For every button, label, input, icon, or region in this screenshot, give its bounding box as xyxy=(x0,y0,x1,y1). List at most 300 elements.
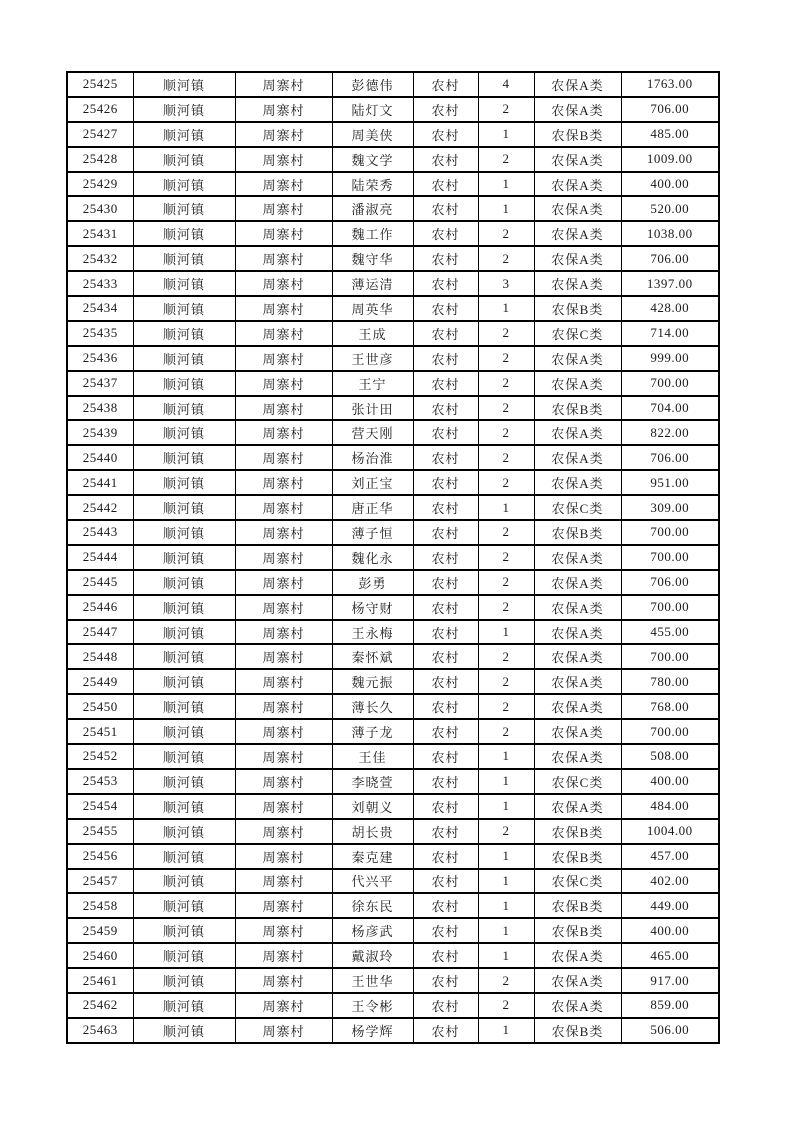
table-row xyxy=(67,570,719,595)
cell-name: 秦克建 xyxy=(332,844,413,869)
cell-residence-type: 农村 xyxy=(413,844,478,869)
cell-person-count: 2 xyxy=(478,595,534,620)
cell-amount: 706.00 xyxy=(621,246,719,271)
cell-residence-type: 农村 xyxy=(413,420,478,445)
table-row xyxy=(67,620,719,645)
cell-residence-type: 农村 xyxy=(413,321,478,346)
table-row xyxy=(67,769,719,794)
cell-amount: 999.00 xyxy=(621,346,719,371)
cell-town: 顺河镇 xyxy=(133,893,235,918)
cell-residence-type: 农村 xyxy=(413,794,478,819)
cell-id: 25432 xyxy=(67,246,133,271)
cell-person-count: 2 xyxy=(478,644,534,669)
cell-town: 顺河镇 xyxy=(133,495,235,520)
cell-person-count: 1 xyxy=(478,844,534,869)
cell-residence-type: 农村 xyxy=(413,620,478,645)
cell-id: 25437 xyxy=(67,371,133,396)
cell-name: 王宁 xyxy=(332,371,413,396)
cell-id: 25446 xyxy=(67,595,133,620)
cell-residence-type: 农村 xyxy=(413,918,478,943)
cell-village: 周寨村 xyxy=(235,694,332,719)
cell-village: 周寨村 xyxy=(235,246,332,271)
cell-amount: 704.00 xyxy=(621,396,719,421)
cell-id: 25451 xyxy=(67,719,133,744)
cell-person-count: 1 xyxy=(478,943,534,968)
cell-person-count: 1 xyxy=(478,794,534,819)
cell-town: 顺河镇 xyxy=(133,595,235,620)
cell-id: 25441 xyxy=(67,470,133,495)
cell-person-count: 1 xyxy=(478,122,534,147)
cell-town: 顺河镇 xyxy=(133,97,235,122)
cell-amount: 1004.00 xyxy=(621,819,719,844)
cell-insurance-category: 农保A类 xyxy=(534,719,621,744)
cell-residence-type: 农村 xyxy=(413,968,478,993)
table-row xyxy=(67,221,719,246)
cell-amount: 951.00 xyxy=(621,470,719,495)
cell-residence-type: 农村 xyxy=(413,470,478,495)
cell-town: 顺河镇 xyxy=(133,669,235,694)
cell-amount: 484.00 xyxy=(621,794,719,819)
table-row xyxy=(67,669,719,694)
cell-id: 25456 xyxy=(67,844,133,869)
cell-village: 周寨村 xyxy=(235,396,332,421)
cell-name: 王成 xyxy=(332,321,413,346)
cell-residence-type: 农村 xyxy=(413,97,478,122)
cell-id: 25436 xyxy=(67,346,133,371)
cell-village: 周寨村 xyxy=(235,1018,332,1043)
cell-amount: 700.00 xyxy=(621,595,719,620)
cell-village: 周寨村 xyxy=(235,470,332,495)
cell-person-count: 2 xyxy=(478,694,534,719)
cell-person-count: 2 xyxy=(478,420,534,445)
cell-name: 徐东民 xyxy=(332,893,413,918)
cell-insurance-category: 农保A类 xyxy=(534,570,621,595)
cell-id: 25449 xyxy=(67,669,133,694)
cell-id: 25434 xyxy=(67,296,133,321)
cell-person-count: 2 xyxy=(478,445,534,470)
table-row xyxy=(67,346,719,371)
cell-town: 顺河镇 xyxy=(133,794,235,819)
cell-person-count: 2 xyxy=(478,545,534,570)
cell-town: 顺河镇 xyxy=(133,420,235,445)
cell-amount: 700.00 xyxy=(621,545,719,570)
cell-town: 顺河镇 xyxy=(133,644,235,669)
cell-town: 顺河镇 xyxy=(133,147,235,172)
cell-residence-type: 农村 xyxy=(413,644,478,669)
cell-insurance-category: 农保A类 xyxy=(534,196,621,221)
cell-name: 薄长久 xyxy=(332,694,413,719)
cell-amount: 706.00 xyxy=(621,445,719,470)
table-row xyxy=(67,819,719,844)
cell-person-count: 1 xyxy=(478,744,534,769)
cell-town: 顺河镇 xyxy=(133,545,235,570)
cell-insurance-category: 农保A类 xyxy=(534,221,621,246)
table-row xyxy=(67,595,719,620)
cell-village: 周寨村 xyxy=(235,993,332,1018)
cell-amount: 700.00 xyxy=(621,371,719,396)
cell-town: 顺河镇 xyxy=(133,196,235,221)
cell-insurance-category: 农保B类 xyxy=(534,844,621,869)
cell-name: 李晓萱 xyxy=(332,769,413,794)
cell-insurance-category: 农保A类 xyxy=(534,669,621,694)
cell-amount: 506.00 xyxy=(621,1018,719,1043)
cell-id: 25443 xyxy=(67,520,133,545)
cell-amount: 780.00 xyxy=(621,669,719,694)
cell-village: 周寨村 xyxy=(235,968,332,993)
cell-insurance-category: 农保A类 xyxy=(534,470,621,495)
cell-amount: 917.00 xyxy=(621,968,719,993)
cell-village: 周寨村 xyxy=(235,520,332,545)
cell-residence-type: 农村 xyxy=(413,719,478,744)
table-row xyxy=(67,545,719,570)
cell-village: 周寨村 xyxy=(235,644,332,669)
cell-amount: 428.00 xyxy=(621,296,719,321)
cell-village: 周寨村 xyxy=(235,869,332,894)
cell-town: 顺河镇 xyxy=(133,719,235,744)
table-row xyxy=(67,396,719,421)
cell-person-count: 1 xyxy=(478,172,534,197)
cell-town: 顺河镇 xyxy=(133,172,235,197)
cell-village: 周寨村 xyxy=(235,420,332,445)
cell-residence-type: 农村 xyxy=(413,296,478,321)
cell-town: 顺河镇 xyxy=(133,520,235,545)
cell-person-count: 4 xyxy=(478,72,534,97)
cell-amount: 400.00 xyxy=(621,918,719,943)
cell-insurance-category: 农保A类 xyxy=(534,172,621,197)
cell-person-count: 1 xyxy=(478,1018,534,1043)
cell-person-count: 2 xyxy=(478,371,534,396)
cell-village: 周寨村 xyxy=(235,346,332,371)
cell-village: 周寨村 xyxy=(235,943,332,968)
cell-amount: 508.00 xyxy=(621,744,719,769)
cell-amount: 822.00 xyxy=(621,420,719,445)
cell-town: 顺河镇 xyxy=(133,769,235,794)
cell-id: 25439 xyxy=(67,420,133,445)
cell-id: 25448 xyxy=(67,644,133,669)
cell-insurance-category: 农保A类 xyxy=(534,694,621,719)
cell-residence-type: 农村 xyxy=(413,869,478,894)
cell-id: 25431 xyxy=(67,221,133,246)
cell-residence-type: 农村 xyxy=(413,943,478,968)
cell-insurance-category: 农保C类 xyxy=(534,321,621,346)
table-row xyxy=(67,968,719,993)
cell-insurance-category: 农保B类 xyxy=(534,819,621,844)
cell-person-count: 2 xyxy=(478,993,534,1018)
cell-insurance-category: 农保A类 xyxy=(534,545,621,570)
cell-person-count: 1 xyxy=(478,918,534,943)
cell-id: 25461 xyxy=(67,968,133,993)
cell-town: 顺河镇 xyxy=(133,445,235,470)
cell-person-count: 2 xyxy=(478,968,534,993)
table-row xyxy=(67,943,719,968)
cell-residence-type: 农村 xyxy=(413,221,478,246)
cell-village: 周寨村 xyxy=(235,371,332,396)
cell-id: 25428 xyxy=(67,147,133,172)
table-body xyxy=(67,72,719,1043)
cell-village: 周寨村 xyxy=(235,296,332,321)
cell-person-count: 1 xyxy=(478,196,534,221)
cell-residence-type: 农村 xyxy=(413,495,478,520)
cell-name: 魏工作 xyxy=(332,221,413,246)
cell-insurance-category: 农保A类 xyxy=(534,97,621,122)
cell-insurance-category: 农保B类 xyxy=(534,893,621,918)
cell-amount: 706.00 xyxy=(621,97,719,122)
cell-id: 25447 xyxy=(67,620,133,645)
table-row xyxy=(67,196,719,221)
cell-village: 周寨村 xyxy=(235,122,332,147)
cell-town: 顺河镇 xyxy=(133,470,235,495)
cell-person-count: 2 xyxy=(478,147,534,172)
table-row xyxy=(67,371,719,396)
cell-id: 25462 xyxy=(67,993,133,1018)
cell-town: 顺河镇 xyxy=(133,346,235,371)
cell-village: 周寨村 xyxy=(235,445,332,470)
cell-insurance-category: 农保B类 xyxy=(534,396,621,421)
cell-id: 25442 xyxy=(67,495,133,520)
cell-person-count: 2 xyxy=(478,470,534,495)
cell-id: 25455 xyxy=(67,819,133,844)
cell-person-count: 2 xyxy=(478,819,534,844)
cell-id: 25425 xyxy=(67,72,133,97)
cell-village: 周寨村 xyxy=(235,844,332,869)
cell-name: 魏文学 xyxy=(332,147,413,172)
cell-name: 刘朝义 xyxy=(332,794,413,819)
cell-amount: 400.00 xyxy=(621,172,719,197)
table-row xyxy=(67,520,719,545)
cell-name: 彭德伟 xyxy=(332,72,413,97)
cell-id: 25452 xyxy=(67,744,133,769)
cell-town: 顺河镇 xyxy=(133,1018,235,1043)
cell-insurance-category: 农保A类 xyxy=(534,644,621,669)
cell-town: 顺河镇 xyxy=(133,296,235,321)
cell-village: 周寨村 xyxy=(235,719,332,744)
cell-town: 顺河镇 xyxy=(133,371,235,396)
cell-amount: 768.00 xyxy=(621,694,719,719)
cell-amount: 1009.00 xyxy=(621,147,719,172)
cell-insurance-category: 农保A类 xyxy=(534,271,621,296)
cell-person-count: 2 xyxy=(478,719,534,744)
cell-town: 顺河镇 xyxy=(133,221,235,246)
cell-name: 杨学辉 xyxy=(332,1018,413,1043)
cell-village: 周寨村 xyxy=(235,794,332,819)
cell-town: 顺河镇 xyxy=(133,271,235,296)
cell-insurance-category: 农保A类 xyxy=(534,371,621,396)
cell-person-count: 2 xyxy=(478,321,534,346)
cell-person-count: 2 xyxy=(478,246,534,271)
cell-amount: 457.00 xyxy=(621,844,719,869)
cell-name: 王世彦 xyxy=(332,346,413,371)
table-row xyxy=(67,296,719,321)
cell-person-count: 2 xyxy=(478,396,534,421)
cell-village: 周寨村 xyxy=(235,172,332,197)
cell-person-count: 1 xyxy=(478,296,534,321)
cell-village: 周寨村 xyxy=(235,545,332,570)
cell-village: 周寨村 xyxy=(235,196,332,221)
cell-village: 周寨村 xyxy=(235,271,332,296)
cell-town: 顺河镇 xyxy=(133,844,235,869)
cell-name: 胡长贵 xyxy=(332,819,413,844)
cell-id: 25459 xyxy=(67,918,133,943)
cell-person-count: 1 xyxy=(478,769,534,794)
cell-village: 周寨村 xyxy=(235,893,332,918)
cell-village: 周寨村 xyxy=(235,570,332,595)
cell-insurance-category: 农保A类 xyxy=(534,346,621,371)
table-row xyxy=(67,694,719,719)
cell-insurance-category: 农保A类 xyxy=(534,445,621,470)
cell-town: 顺河镇 xyxy=(133,122,235,147)
cell-residence-type: 农村 xyxy=(413,371,478,396)
cell-person-count: 2 xyxy=(478,221,534,246)
table-row xyxy=(67,644,719,669)
cell-name: 刘正宝 xyxy=(332,470,413,495)
cell-name: 薄子恒 xyxy=(332,520,413,545)
cell-insurance-category: 农保A类 xyxy=(534,595,621,620)
table-row xyxy=(67,844,719,869)
cell-amount: 402.00 xyxy=(621,869,719,894)
cell-person-count: 2 xyxy=(478,97,534,122)
cell-amount: 449.00 xyxy=(621,893,719,918)
cell-name: 彭勇 xyxy=(332,570,413,595)
cell-id: 25453 xyxy=(67,769,133,794)
cell-village: 周寨村 xyxy=(235,744,332,769)
cell-amount: 485.00 xyxy=(621,122,719,147)
cell-village: 周寨村 xyxy=(235,147,332,172)
cell-name: 王世华 xyxy=(332,968,413,993)
cell-person-count: 1 xyxy=(478,495,534,520)
cell-amount: 520.00 xyxy=(621,196,719,221)
cell-residence-type: 农村 xyxy=(413,147,478,172)
cell-name: 王佳 xyxy=(332,744,413,769)
cell-amount: 1397.00 xyxy=(621,271,719,296)
table-row xyxy=(67,918,719,943)
cell-insurance-category: 农保A类 xyxy=(534,72,621,97)
cell-village: 周寨村 xyxy=(235,819,332,844)
cell-residence-type: 农村 xyxy=(413,570,478,595)
cell-name: 杨治淮 xyxy=(332,445,413,470)
table-row xyxy=(67,893,719,918)
cell-residence-type: 农村 xyxy=(413,595,478,620)
cell-residence-type: 农村 xyxy=(413,271,478,296)
cell-person-count: 1 xyxy=(478,893,534,918)
cell-town: 顺河镇 xyxy=(133,570,235,595)
cell-id: 25429 xyxy=(67,172,133,197)
cell-residence-type: 农村 xyxy=(413,172,478,197)
cell-insurance-category: 农保A类 xyxy=(534,794,621,819)
cell-name: 潘淑亮 xyxy=(332,196,413,221)
cell-id: 25433 xyxy=(67,271,133,296)
cell-person-count: 2 xyxy=(478,520,534,545)
cell-residence-type: 农村 xyxy=(413,445,478,470)
cell-amount: 1763.00 xyxy=(621,72,719,97)
table-row xyxy=(67,172,719,197)
cell-village: 周寨村 xyxy=(235,918,332,943)
cell-name: 魏化永 xyxy=(332,545,413,570)
cell-id: 25435 xyxy=(67,321,133,346)
cell-id: 25444 xyxy=(67,545,133,570)
cell-name: 张计田 xyxy=(332,396,413,421)
cell-residence-type: 农村 xyxy=(413,819,478,844)
cell-amount: 455.00 xyxy=(621,620,719,645)
cell-id: 25458 xyxy=(67,893,133,918)
cell-insurance-category: 农保A类 xyxy=(534,147,621,172)
cell-insurance-category: 农保B类 xyxy=(534,122,621,147)
cell-amount: 706.00 xyxy=(621,570,719,595)
cell-town: 顺河镇 xyxy=(133,918,235,943)
cell-village: 周寨村 xyxy=(235,620,332,645)
cell-name: 陆灯文 xyxy=(332,97,413,122)
cell-insurance-category: 农保B类 xyxy=(534,296,621,321)
table-row xyxy=(67,147,719,172)
cell-name: 魏元振 xyxy=(332,669,413,694)
cell-name: 王永梅 xyxy=(332,620,413,645)
cell-insurance-category: 农保C类 xyxy=(534,869,621,894)
table-row xyxy=(67,495,719,520)
cell-id: 25463 xyxy=(67,1018,133,1043)
cell-residence-type: 农村 xyxy=(413,1018,478,1043)
cell-person-count: 3 xyxy=(478,271,534,296)
cell-name: 薄子龙 xyxy=(332,719,413,744)
cell-name: 秦怀斌 xyxy=(332,644,413,669)
table-row xyxy=(67,420,719,445)
cell-residence-type: 农村 xyxy=(413,769,478,794)
table-row xyxy=(67,993,719,1018)
table-row xyxy=(67,744,719,769)
cell-residence-type: 农村 xyxy=(413,346,478,371)
cell-name: 营天刚 xyxy=(332,420,413,445)
cell-town: 顺河镇 xyxy=(133,321,235,346)
table-row xyxy=(67,445,719,470)
cell-village: 周寨村 xyxy=(235,97,332,122)
cell-name: 陆荣秀 xyxy=(332,172,413,197)
cell-id: 25445 xyxy=(67,570,133,595)
table-row xyxy=(67,72,719,97)
cell-town: 顺河镇 xyxy=(133,993,235,1018)
cell-village: 周寨村 xyxy=(235,221,332,246)
cell-insurance-category: 农保A类 xyxy=(534,968,621,993)
cell-person-count: 2 xyxy=(478,346,534,371)
cell-residence-type: 农村 xyxy=(413,122,478,147)
cell-person-count: 2 xyxy=(478,570,534,595)
cell-name: 杨守财 xyxy=(332,595,413,620)
table-row xyxy=(67,271,719,296)
cell-village: 周寨村 xyxy=(235,595,332,620)
cell-amount: 700.00 xyxy=(621,520,719,545)
cell-name: 薄运清 xyxy=(332,271,413,296)
cell-village: 周寨村 xyxy=(235,769,332,794)
cell-insurance-category: 农保B类 xyxy=(534,520,621,545)
cell-name: 杨彦武 xyxy=(332,918,413,943)
cell-residence-type: 农村 xyxy=(413,669,478,694)
table-row xyxy=(67,122,719,147)
table-row xyxy=(67,794,719,819)
cell-id: 25440 xyxy=(67,445,133,470)
cell-residence-type: 农村 xyxy=(413,72,478,97)
cell-insurance-category: 农保A类 xyxy=(534,943,621,968)
cell-name: 周美侠 xyxy=(332,122,413,147)
cell-town: 顺河镇 xyxy=(133,72,235,97)
table-row xyxy=(67,97,719,122)
cell-insurance-category: 农保A类 xyxy=(534,420,621,445)
cell-town: 顺河镇 xyxy=(133,396,235,421)
cell-insurance-category: 农保A类 xyxy=(534,744,621,769)
cell-id: 25430 xyxy=(67,196,133,221)
cell-town: 顺河镇 xyxy=(133,943,235,968)
cell-residence-type: 农村 xyxy=(413,993,478,1018)
cell-residence-type: 农村 xyxy=(413,196,478,221)
cell-id: 25427 xyxy=(67,122,133,147)
cell-insurance-category: 农保C类 xyxy=(534,769,621,794)
cell-name: 王令彬 xyxy=(332,993,413,1018)
